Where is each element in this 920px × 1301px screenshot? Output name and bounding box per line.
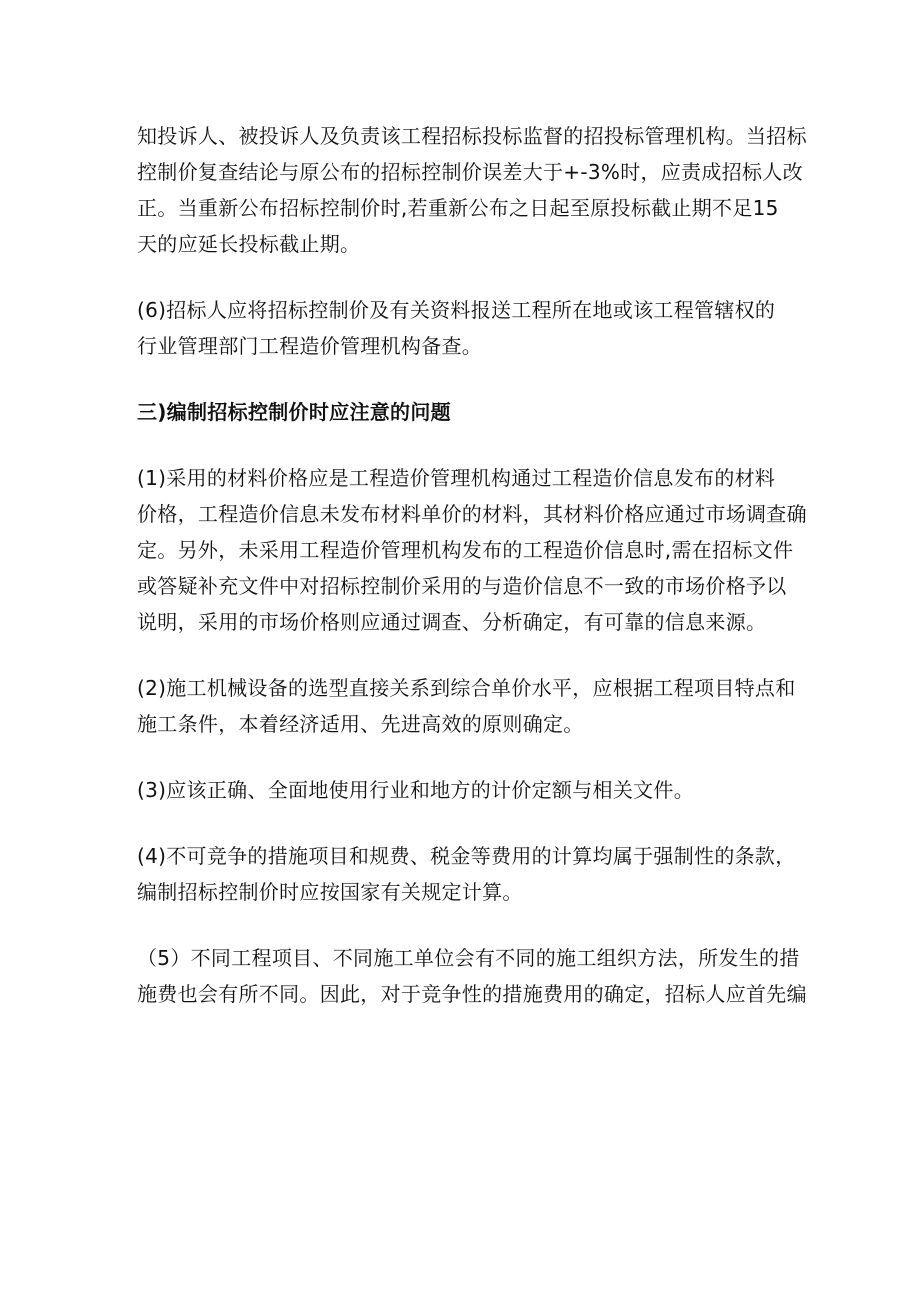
paragraph-gap — [137, 262, 797, 292]
paragraph-item-3 — [137, 772, 797, 808]
paragraph-gap — [137, 742, 797, 772]
text-line: 说明，采用的市场价格则应通过调查、分析确定，有可靠的信息来源。 — [137, 610, 767, 634]
paragraph-gap — [137, 640, 797, 670]
document-body — [137, 118, 807, 1012]
text-line: (1)采用的材料价格应是工程造价管理机构通过工程造价信息发布的材料 — [137, 466, 776, 490]
text-line: 控制价复查结论与原公布的招标控制价误差大于+-3%时，应责成招标人改 — [137, 160, 803, 184]
paragraph-item-6 — [137, 292, 797, 364]
text-line: 定。另外，未采用工程造价管理机构发布的工程造价信息时,需在招标文件 — [137, 538, 794, 562]
text-line: 或答疑补充文件中对招标控制价采用的与造价信息不一致的市场价格予以 — [137, 574, 787, 598]
paragraph-item-1 — [137, 460, 807, 640]
paragraph-gap — [137, 364, 797, 394]
paragraph-gap — [137, 910, 797, 940]
text-line: 正。当重新公布招标控制价时,若重新公布之日起至原投标截止期不足15 — [137, 196, 779, 220]
paragraph-gap — [137, 430, 797, 460]
text-line: （5）不同工程项目、不同施工单位会有不同的施工组织方法，所发生的措 — [137, 946, 800, 970]
text-line: (4)不可竞争的措施项目和规费、税金等费用的计算均属于强制性的条款， — [137, 844, 796, 868]
text-line: 天的应延长投标截止期。 — [137, 232, 361, 256]
text-line: (3)应该正确、全面地使用行业和地方的计价定额与相关文件。 — [137, 778, 695, 802]
text-line: 施工条件，本着经济适用、先进高效的原则确定。 — [137, 712, 584, 736]
paragraph-item-4 — [137, 838, 797, 910]
paragraph-gap — [137, 808, 797, 838]
paragraph-continuation — [137, 118, 807, 262]
paragraph-item-2 — [137, 670, 797, 742]
heading-text: 三)编制招标控制价时应注意的问题 — [137, 400, 451, 424]
text-line: 行业管理部门工程造价管理机构备查。 — [137, 334, 483, 358]
section-heading — [137, 394, 797, 430]
text-line: (2)施工机械设备的选型直接关系到综合单价水平，应根据工程项目特点和 — [137, 676, 796, 700]
text-line: 编制招标控制价时应按国家有关规定计算。 — [137, 880, 523, 904]
paragraph-item-5 — [137, 940, 807, 1012]
text-line: 价格，工程造价信息未发布材料单价的材料，其材料价格应通过市场调查确 — [137, 502, 807, 526]
text-line: 施费也会有所不同。因此，对于竞争性的措施费用的确定，招标人应首先编 — [137, 982, 807, 1006]
text-line: (6)招标人应将招标控制价及有关资料报送工程所在地或该工程管辖权的 — [137, 298, 776, 322]
text-line: 知投诉人、被投诉人及负责该工程招标投标监督的招投标管理机构。当招标 — [137, 124, 807, 148]
